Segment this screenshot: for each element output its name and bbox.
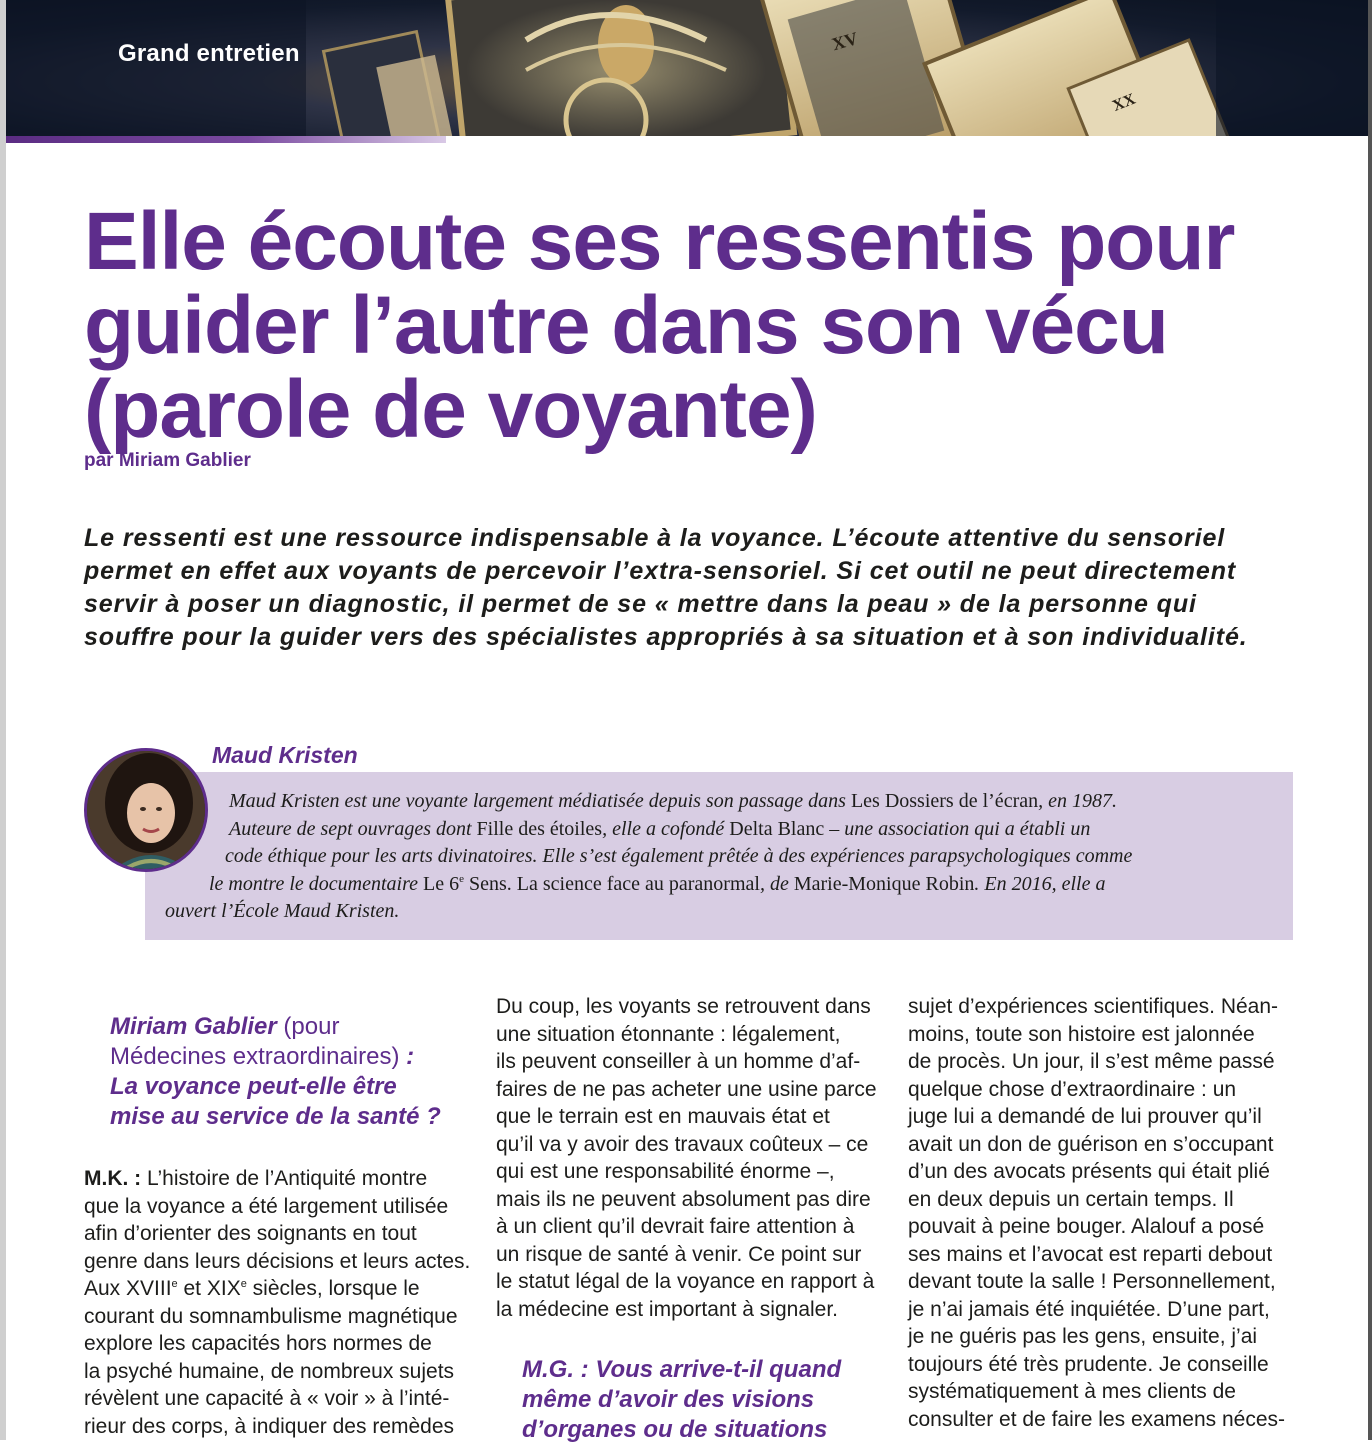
answer-line: afin d’orienter des soignants en tout bbox=[84, 1222, 417, 1245]
question-1-line-1 bbox=[110, 1012, 480, 1042]
paragraph-line: moins, toute son histoire est jalonnée bbox=[908, 1022, 1255, 1046]
paragraph-line: toujours été très prudente. Je conseille bbox=[908, 1352, 1269, 1376]
answer-line: révèlent une capacité à « voir » à l’inté- bbox=[84, 1387, 450, 1410]
paragraph-line: de procès. Un jour, il s’est même passé bbox=[908, 1050, 1275, 1073]
answer-text: et XIX bbox=[177, 1277, 241, 1300]
header-banner-image bbox=[6, 0, 1368, 136]
answer-line: la psyché humaine, de nombreux sujets bbox=[84, 1359, 455, 1383]
headline-line-2: guider l’autre dans son vécu bbox=[84, 280, 1168, 371]
paragraph-line: à un client qu’il devrait faire attention à bbox=[496, 1215, 855, 1238]
answer-line bbox=[84, 1275, 484, 1303]
question-2-line-3: d’organes ou de situations bbox=[522, 1416, 828, 1443]
question-2-line-1: M.G. : Vous arrive-t-il quand bbox=[522, 1356, 842, 1383]
bio-line-1 bbox=[229, 788, 1117, 816]
bio-title-span: Sens. La science face au paranormal bbox=[464, 872, 760, 895]
question-text: (pour bbox=[276, 1013, 340, 1040]
question-text: : bbox=[399, 1043, 415, 1070]
paragraph-line: avait un don de guérison en s’occupant bbox=[908, 1132, 1274, 1156]
headline-line-1: Elle écoute ses ressentis pour bbox=[84, 196, 1235, 287]
page-edge-left bbox=[0, 0, 6, 1440]
question-1-line-4: mise au service de la santé ? bbox=[110, 1103, 441, 1130]
bio-title-span: Marie-Monique Robin bbox=[793, 872, 975, 895]
paragraph-line: consulter et de faire les examens néces- bbox=[908, 1407, 1286, 1431]
column-1-question bbox=[110, 1012, 480, 1132]
interviewer-name: Miriam Gablier bbox=[110, 1013, 277, 1040]
bio-text-span: le montre le documentaire bbox=[209, 872, 424, 895]
section-rule bbox=[6, 136, 446, 143]
bio-text-span: code éthique pour les arts divinatoires. Elle s’est également prêtée à des expériences parapsychologiques comme bbox=[225, 845, 1133, 867]
answer-line bbox=[84, 1165, 484, 1193]
answer-line: que la voyance a été largement utilisée bbox=[84, 1194, 449, 1218]
avatar bbox=[84, 748, 208, 872]
bio-title-span: Le 6 bbox=[423, 872, 460, 895]
column-3-text bbox=[908, 993, 1318, 1433]
bio-title-span: Fille des étoiles bbox=[476, 817, 603, 840]
speaker-label: M.K. : bbox=[84, 1167, 142, 1190]
answer-text: L’histoire de l’Antiquité montre bbox=[141, 1167, 428, 1190]
card-numeral-top: XV bbox=[829, 27, 861, 55]
tarot-cards-illustration bbox=[6, 0, 1368, 136]
card-numeral-mid: XX bbox=[1110, 90, 1138, 116]
bio-text-span: – une association qui a établi un bbox=[824, 817, 1091, 840]
bio-line-2 bbox=[229, 816, 1090, 844]
superscript: e bbox=[240, 1278, 247, 1290]
article-headline bbox=[84, 196, 1324, 455]
paragraph-line: une situation étonnante : légalement, bbox=[496, 1022, 841, 1046]
paragraph-line: en deux depuis un certain temps. Il bbox=[908, 1187, 1234, 1211]
paragraph-line: systématiquement à mes clients de bbox=[908, 1380, 1236, 1403]
bio-line-5 bbox=[165, 898, 399, 926]
bio-text-span: ouvert l’École Maud Kristen. bbox=[165, 900, 400, 922]
bio-title-span: Delta Blanc bbox=[729, 817, 825, 840]
question-text: Médecines extraordinaires) bbox=[110, 1043, 400, 1070]
bio-text-span: , de bbox=[759, 872, 794, 895]
question-2 bbox=[522, 1355, 902, 1445]
lead-paragraph: Le ressenti est une ressource indispensable à la voyance. L’écoute attentive du sensoriel permet en effet aux voyants de percevoir l’extra-sensoriel. Si cet outil ne peut directement servir à poser un diagnostic, il permet de se « mettre dans la peau » de la personne qui souffre pour la guider vers des spécialistes appropriés à sa situation et à son individualité. bbox=[84, 524, 1248, 651]
answer-line: explore les capacités hors normes de bbox=[84, 1332, 432, 1355]
paragraph-line: je n’ai jamais été inquiétée. D’une part, bbox=[908, 1297, 1270, 1321]
question-1 bbox=[110, 1012, 480, 1132]
page-edge-right bbox=[1368, 0, 1372, 1440]
question-2-line-2: même d’avoir des visions bbox=[522, 1386, 815, 1413]
answer-text: Aux XVIII bbox=[84, 1277, 172, 1300]
paragraph-line: juge lui a demandé de lui prouver qu’il bbox=[908, 1105, 1262, 1128]
paragraph-line: ses mains et l’avocat est reparti debout bbox=[908, 1242, 1273, 1266]
paragraph-line: le statut légal de la voyance en rapport à bbox=[496, 1270, 875, 1293]
answer-line: rieur des corps, à indiquer des remèdes bbox=[84, 1414, 455, 1438]
bio-box bbox=[145, 772, 1293, 940]
question-1-line-2 bbox=[110, 1042, 480, 1072]
headline-line-3: (parole de voyante) bbox=[84, 364, 817, 455]
bio-text-span: Maud Kristen est une voyante largement médiatisée depuis son passage dans bbox=[229, 790, 851, 812]
bio-superscript: e bbox=[459, 872, 464, 885]
column-2-text bbox=[496, 993, 896, 1323]
bio-name: Maud Kristen bbox=[212, 742, 358, 768]
bio-text-span: , en 1987. bbox=[1038, 790, 1117, 812]
paragraph-line: je ne guéris pas les gens, ensuite, j’ai bbox=[908, 1325, 1258, 1348]
section-label: Grand entretien bbox=[118, 40, 300, 67]
paragraph-line: que le terrain est en mauvais état et bbox=[496, 1105, 830, 1128]
paragraph-line: mais ils ne peuvent absolument pas dire bbox=[496, 1187, 871, 1211]
column-1-answer bbox=[84, 1165, 484, 1440]
paragraph-line: ils peuvent conseiller à un homme d’af- bbox=[496, 1050, 861, 1073]
bio-text-span: Auteure de sept ouvrages dont bbox=[229, 817, 477, 840]
paragraph-line: faires de ne pas acheter une usine parce bbox=[496, 1077, 877, 1101]
answer-line: genre dans leurs décisions et leurs actes. bbox=[84, 1249, 471, 1273]
paragraph-line: un risque de santé à venir. Ce point sur bbox=[496, 1242, 862, 1266]
superscript: e bbox=[171, 1278, 178, 1290]
paragraph-line: sujet d’expériences scientifiques. Néan- bbox=[908, 995, 1279, 1018]
bio-line-4 bbox=[209, 871, 1105, 899]
bio-line-3 bbox=[225, 843, 1132, 871]
paragraph-line: pouvait à peine bouger. Alalouf a posé bbox=[908, 1215, 1265, 1238]
paragraph-line: d’un des avocats présents qui était plié bbox=[908, 1160, 1270, 1183]
paragraph-line: devant toute la salle ! Personnellement, bbox=[908, 1270, 1276, 1293]
paragraph-line: la médecine est important à signaler. bbox=[496, 1297, 839, 1321]
answer-line: courant du somnambulisme magnétique bbox=[84, 1304, 458, 1328]
bio-text-span: . En 2016, elle a bbox=[974, 872, 1106, 895]
answer-text: siècles, lorsque le bbox=[246, 1277, 420, 1300]
bio-text-span: , elle a cofondé bbox=[602, 817, 730, 840]
paragraph-line: qui est une responsabilité énorme –, bbox=[496, 1160, 835, 1183]
paragraph-line: Du coup, les voyants se retrouvent dans bbox=[496, 995, 871, 1018]
question-1-line-3: La voyance peut-elle être bbox=[110, 1073, 397, 1100]
bio-title-span: Les Dossiers de l’écran bbox=[850, 790, 1039, 812]
byline: par Miriam Gablier bbox=[84, 450, 251, 471]
paragraph-line: qu’il va y avoir des travaux coûteux – ce bbox=[496, 1132, 869, 1156]
paragraph-line: quelque chose d’extraordinaire : un bbox=[908, 1077, 1237, 1101]
